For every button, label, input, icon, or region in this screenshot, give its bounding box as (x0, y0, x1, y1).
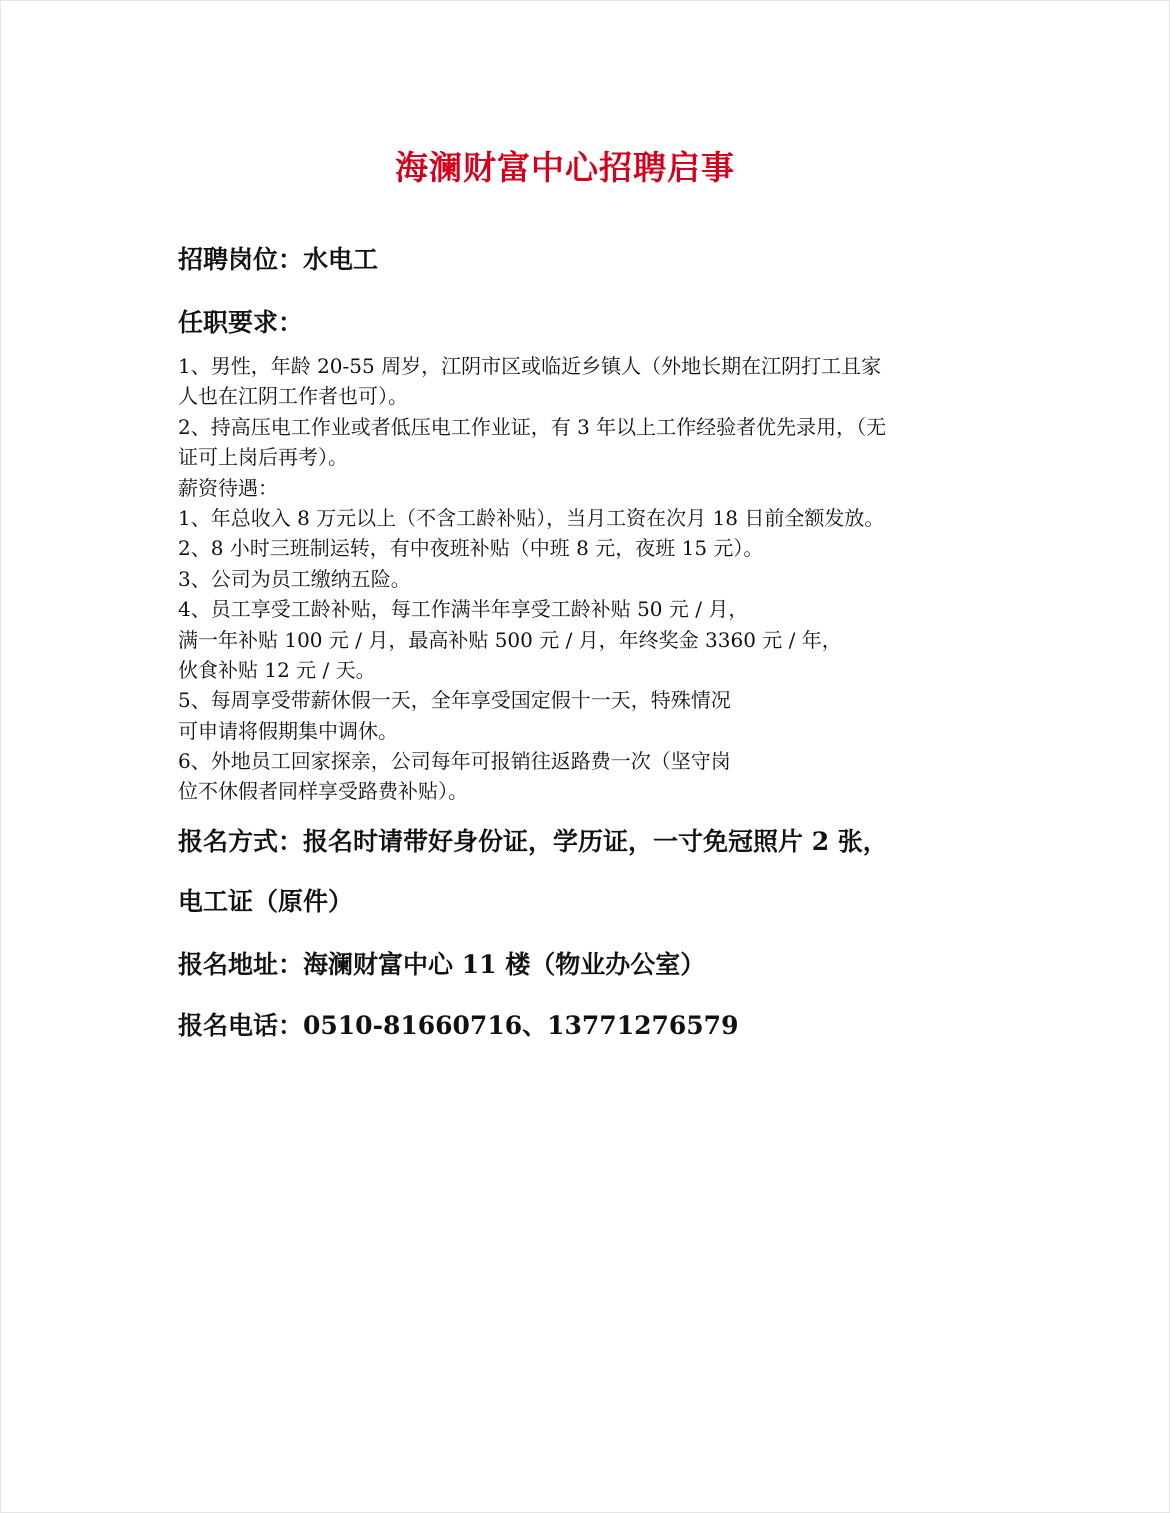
application-method-continued: 电工证（原件） (178, 887, 354, 916)
body-line: 1、年总收入 8 万元以上（不含工龄补贴），当月工资在次月 18 日前全额发放。 (178, 505, 885, 530)
body-line: 4、员工享受工龄补贴，每工作满半年享受工龄补贴 50 元 / 月， (178, 597, 749, 622)
application-address: 报名地址：海澜财富中心 11 楼（物业办公室） (178, 950, 706, 979)
application-phone: 报名电话：0510-81660716、13771276579 (178, 1011, 739, 1040)
body-line: 伙食补贴 12 元 / 天。 (178, 657, 376, 682)
application-method: 报名方式：报名时请带好身份证，学历证，一寸免冠照片 2 张， (178, 827, 888, 856)
body-line: 2、持高压电工作业或者低压电工作业证，有 3 年以上工作经验者优先录用，（无 (178, 414, 887, 439)
body-line: 证可上岗后再考）。 (178, 445, 348, 470)
job-position: 招聘岗位：水电工 (178, 245, 379, 274)
salary-heading: 薪资待遇： (178, 475, 278, 500)
body-line: 2、8 小时三班制运转，有中夜班补贴（中班 8 元，夜班 15 元）。 (178, 536, 764, 561)
document-title: 海澜财富中心招聘启事 (395, 148, 735, 187)
requirements-heading: 任职要求： (178, 308, 304, 337)
body-line: 满一年补贴 100 元 / 月，最高补贴 500 元 / 月，年终奖金 3360 元 / 年， (178, 627, 842, 652)
requirements-body (178, 351, 1008, 807)
body-line: 可申请将假期集中调休。 (178, 718, 398, 743)
body-line: 6、外地员工回家探亲，公司每年可报销往返路费一次（坚守岗 (178, 749, 731, 774)
body-line: 位不休假者同样享受路费补贴）。 (178, 779, 468, 804)
body-line: 3、公司为员工缴纳五险。 (178, 566, 411, 591)
body-line: 5、每周享受带薪休假一天，全年享受国定假十一天，特殊情况 (178, 688, 731, 713)
body-line: 1、男性，年龄 20-55 周岁，江阴市区或临近乡镇人（外地长期在江阴打工且家 (178, 354, 882, 378)
body-line: 人也在江阴工作者也可）。 (178, 384, 408, 409)
